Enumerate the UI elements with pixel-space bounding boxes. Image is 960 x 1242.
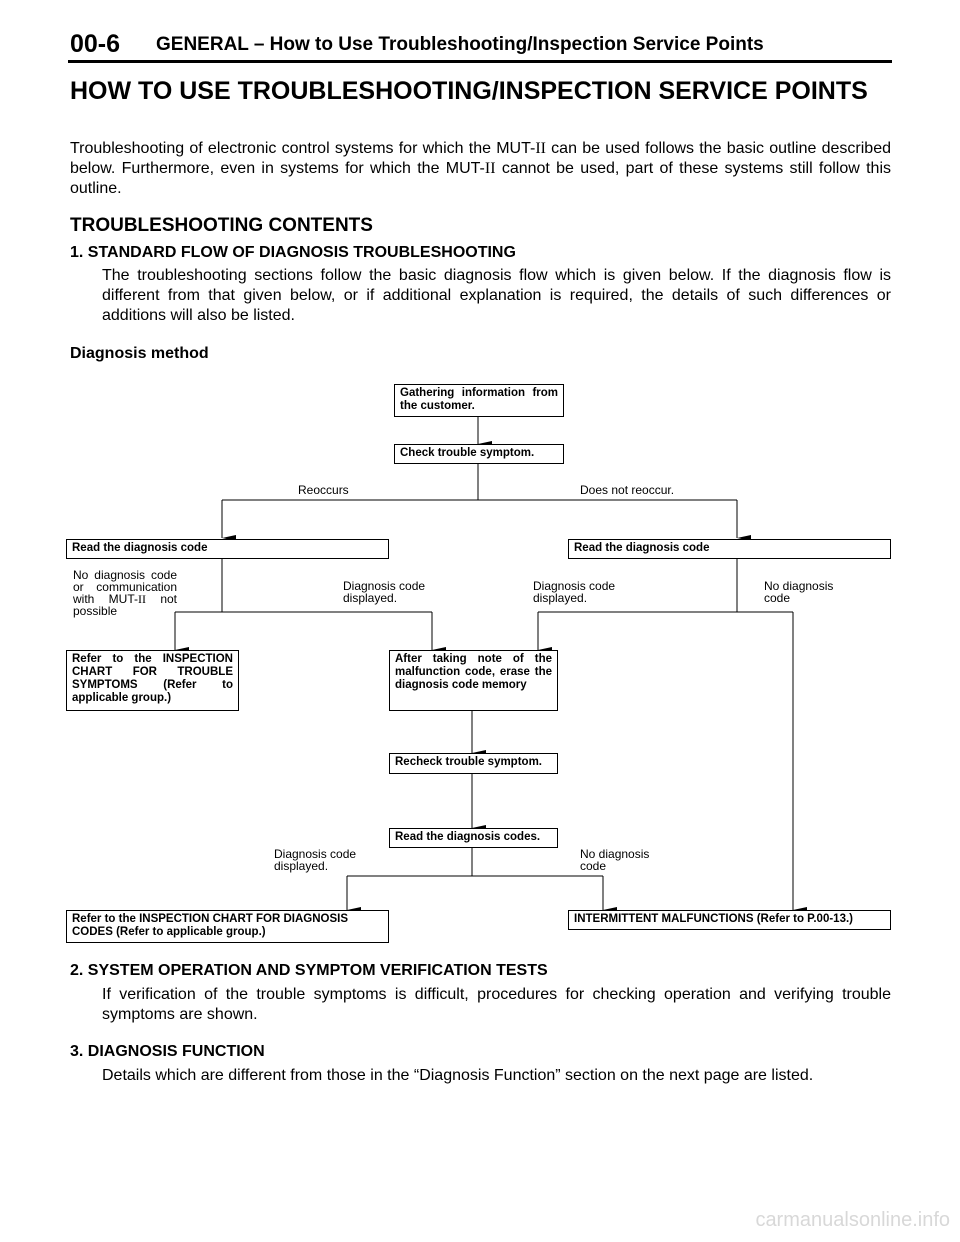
label-no-code-comm — [73, 569, 177, 617]
gather-info-box: Gathering information from the customer. — [394, 384, 564, 417]
section-2-body: If verification of the trouble symptoms is difficult, procedures for checking operation and verifying trouble symptoms are shown. — [102, 986, 891, 1023]
label-code-displayed-3: Diagnosis code displayed. — [274, 847, 357, 873]
read-code-right-box: Read the diagnosis code — [568, 539, 891, 559]
section-1-body: The troubleshooting sections follow the basic diagnosis flow which is given below. If the diagnosis flow is different from that given below, or if additional explanation is required, the details of such differences or additions will also be listed. — [102, 267, 891, 324]
label-code-displayed-1: Diagnosis code displayed. — [343, 579, 426, 605]
read-codes-box: Read the diagnosis codes. — [389, 828, 558, 848]
contents-heading: TROUBLESHOOTING CONTENTS — [70, 215, 373, 236]
intermittent-box: INTERMITTENT MALFUNCTIONS (Refer to P.00-13.) — [568, 910, 891, 930]
section-2-title: 2. SYSTEM OPERATION AND SYMPTOM VERIFICATION TESTS — [70, 962, 548, 979]
intro-text-3: cannot be used, part of these systems still follow this outline. — [70, 160, 892, 197]
erase-memory-box: After taking note of the malfunction code, erase the diagnosis code memory — [389, 650, 558, 711]
intro-text-2: can be used follows the basic outline described below. Furthermore, even in systems for which the MUT- — [70, 140, 891, 177]
page-number: 00-6 — [70, 30, 121, 58]
label-code-displayed-2: Diagnosis code displayed. — [533, 579, 616, 605]
intro-roman-1: II — [535, 140, 546, 157]
recheck-symptom-box: Recheck trouble symptom. — [389, 753, 558, 774]
read-code-left-box: Read the diagnosis code — [66, 539, 389, 559]
label-no-code-comm-text-2: not possible — [73, 592, 178, 618]
label-not-reoccur: Does not reoccur. — [580, 483, 675, 497]
page-header-title: GENERAL – How to Use Troubleshooting/Inspection Service Points — [156, 34, 764, 55]
refer-symptoms-box: Refer to the INSPECTION CHART FOR TROUBLE SYMPTOMS (Refer to applicable group.) — [66, 650, 239, 711]
label-no-code-comm-roman: II — [138, 592, 146, 606]
section-3-body: Details which are different from those in the “Diagnosis Function” section on the next page are listed. — [102, 1067, 814, 1084]
label-no-code-1: No diagnosis code — [764, 579, 834, 605]
section-1-title: 1. STANDARD FLOW OF DIAGNOSIS TROUBLESHOOTING — [70, 244, 516, 261]
intro-text-1: Troubleshooting of electronic control systems for which the MUT- — [70, 140, 536, 157]
check-symptom-box: Check trouble symptom. — [394, 444, 564, 464]
refer-codes-box: Refer to the INSPECTION CHART FOR DIAGNOSIS CODES (Refer to applicable group.) — [66, 910, 389, 943]
intro-roman-2: II — [484, 160, 496, 177]
watermark: carmanualsonline.info — [755, 1209, 950, 1231]
diagnosis-method-label: Diagnosis method — [70, 345, 209, 362]
label-no-code-comm-text-1: No diagnosis code or communication with MUT- — [73, 568, 177, 606]
label-reoccurs: Reoccurs — [298, 483, 349, 497]
main-title: HOW TO USE TROUBLESHOOTING/INSPECTION SERVICE POINTS — [70, 77, 868, 105]
section-3-title: 3. DIAGNOSIS FUNCTION — [70, 1043, 265, 1060]
label-no-code-2: No diagnosis code — [580, 847, 650, 873]
